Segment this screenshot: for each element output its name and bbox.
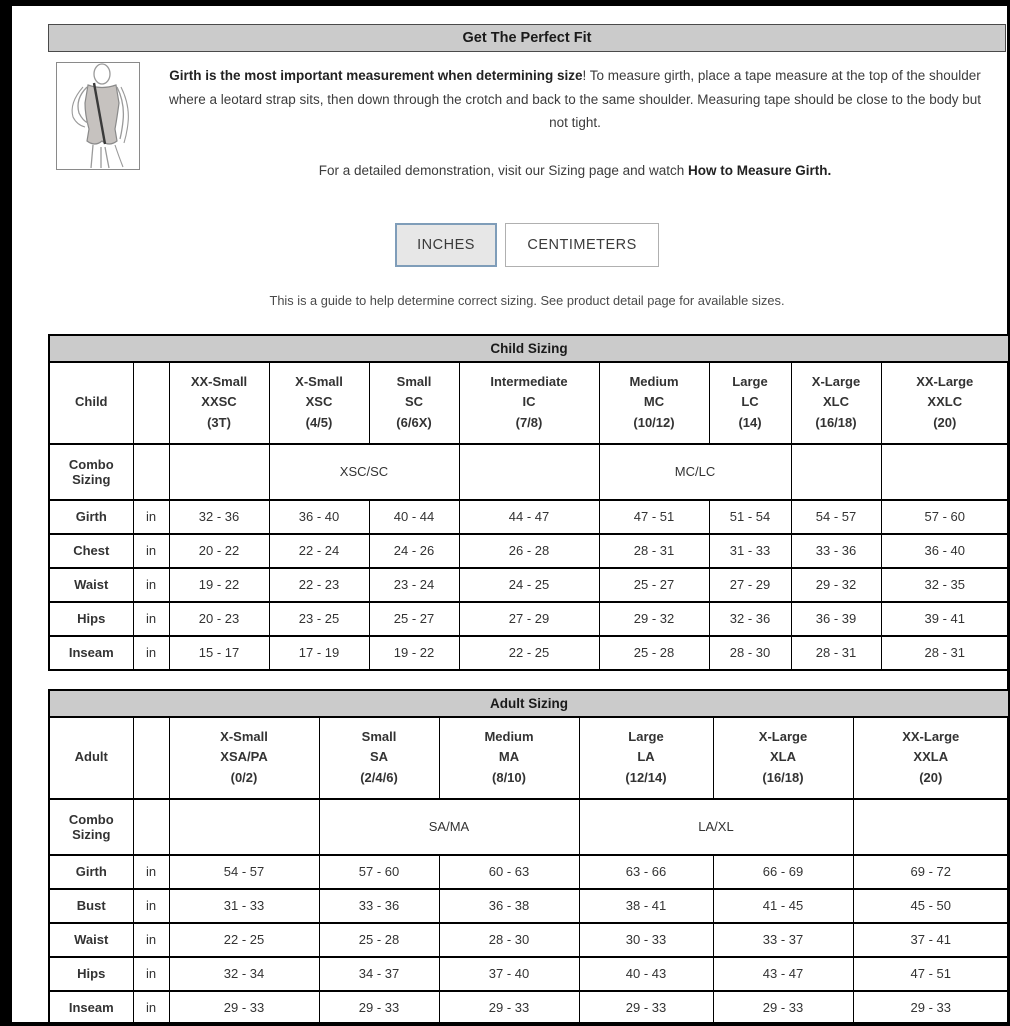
size-column-header-line: XXLA — [913, 749, 949, 765]
size-column-header-line: (7/8) — [515, 414, 543, 430]
measurement-value: 20 - 22 — [169, 534, 269, 568]
combo-sizing-cell — [169, 799, 319, 855]
page — [12, 6, 1007, 1022]
measurement-unit: in — [133, 534, 169, 568]
combo-sizing-cell — [791, 444, 881, 500]
size-column-header-line: XXSC — [201, 394, 237, 410]
combo-sizing-cell: MC/LC — [599, 444, 791, 500]
size-column-header-line: (10/12) — [633, 414, 675, 430]
combo-sizing-label: Combo Sizing — [49, 799, 133, 855]
size-column-header — [169, 717, 319, 799]
measurement-value: 31 - 33 — [169, 889, 319, 923]
measurement-label: Girth — [49, 855, 133, 889]
size-column-header-line: (20) — [919, 769, 943, 785]
unit-header — [133, 717, 169, 799]
measurement-value: 51 - 54 — [709, 500, 791, 534]
measurement-value: 38 - 41 — [579, 889, 713, 923]
measurement-value: 69 - 72 — [853, 855, 1009, 889]
measurement-value: 34 - 37 — [319, 957, 439, 991]
table-title: Adult Sizing — [49, 690, 1009, 717]
unit-toggle — [48, 223, 1006, 267]
size-column-header-line: Medium — [484, 729, 534, 745]
measurement-value: 25 - 27 — [599, 568, 709, 602]
measurement-value: 31 - 33 — [709, 534, 791, 568]
measurement-unit: in — [133, 636, 169, 670]
leotard-figure-image — [56, 62, 140, 170]
measurement-value: 22 - 23 — [269, 568, 369, 602]
measurement-value: 23 - 24 — [369, 568, 459, 602]
size-column-header — [853, 717, 1009, 799]
size-column-header-line: X-Small — [295, 374, 343, 390]
size-column-header-line: IC — [522, 394, 536, 410]
measurement-value: 32 - 34 — [169, 957, 319, 991]
measurement-unit: in — [133, 500, 169, 534]
table-title: Child Sizing — [49, 335, 1009, 362]
measurement-value: 22 - 25 — [459, 636, 599, 670]
size-column-header-line: XSC — [305, 394, 333, 410]
size-column-header-line: (8/10) — [492, 769, 526, 785]
measurement-value: 39 - 41 — [881, 602, 1009, 636]
size-column-header-line: Large — [628, 729, 664, 745]
combo-unit-cell — [133, 799, 169, 855]
measurement-value: 23 - 25 — [269, 602, 369, 636]
measurement-unit: in — [133, 923, 169, 957]
size-column-header-line: XSA/PA — [220, 749, 268, 765]
measurement-value: 47 - 51 — [853, 957, 1009, 991]
size-column-header-line: (16/18) — [762, 769, 804, 785]
measurement-row — [49, 855, 1009, 889]
measurement-value: 19 - 22 — [169, 568, 269, 602]
measurement-value: 22 - 25 — [169, 923, 319, 957]
size-column-header-line: (4/5) — [305, 414, 333, 430]
measurement-value: 60 - 63 — [439, 855, 579, 889]
size-column-header — [319, 717, 439, 799]
size-column-header-line: X-Large — [758, 729, 808, 745]
measurement-value: 57 - 60 — [319, 855, 439, 889]
size-column-header-line: XXLC — [927, 394, 963, 410]
size-column-header-line: Medium — [629, 374, 679, 390]
measurement-value: 26 - 28 — [459, 534, 599, 568]
measurement-value: 43 - 47 — [713, 957, 853, 991]
measurement-value: 37 - 40 — [439, 957, 579, 991]
measurement-label: Bust — [49, 889, 133, 923]
combo-sizing-cell — [169, 444, 269, 500]
size-column-header-line: X-Small — [220, 729, 268, 745]
combo-unit-cell — [133, 444, 169, 500]
size-column-header-line: XLC — [823, 394, 849, 410]
measurement-value: 66 - 69 — [713, 855, 853, 889]
measurement-value: 32 - 36 — [169, 500, 269, 534]
child-sizing-table — [48, 334, 1010, 671]
measurement-value: 29 - 33 — [439, 991, 579, 1025]
measurement-label: Waist — [49, 923, 133, 957]
size-column-header — [881, 362, 1009, 444]
size-column-header-line: SA — [369, 749, 389, 765]
size-column-header — [791, 362, 881, 444]
size-column-header-line: Intermediate — [490, 374, 568, 390]
measurement-value: 36 - 40 — [881, 534, 1009, 568]
measurement-unit: in — [133, 602, 169, 636]
measurement-value: 54 - 57 — [169, 855, 319, 889]
measurement-value: 28 - 31 — [599, 534, 709, 568]
measurement-label: Girth — [49, 500, 133, 534]
combo-sizing-cell: LA/XL — [579, 799, 853, 855]
combo-sizing-cell — [881, 444, 1009, 500]
page-title: Get The Perfect Fit — [48, 24, 1006, 52]
size-column-header-line: LA — [637, 749, 655, 765]
group-label: Child — [49, 362, 133, 444]
measurement-row — [49, 991, 1009, 1025]
measurement-value: 33 - 37 — [713, 923, 853, 957]
measurement-value: 25 - 28 — [319, 923, 439, 957]
combo-sizing-cell: XSC/SC — [269, 444, 459, 500]
measurement-row — [49, 889, 1009, 923]
measurement-label: Inseam — [49, 636, 133, 670]
combo-sizing-cell — [853, 799, 1009, 855]
measurement-value: 28 - 30 — [709, 636, 791, 670]
measurement-value: 40 - 44 — [369, 500, 459, 534]
measurement-row — [49, 534, 1009, 568]
size-column-header-line: Small — [361, 729, 397, 745]
measurement-value: 25 - 28 — [599, 636, 709, 670]
measurement-value: 15 - 17 — [169, 636, 269, 670]
measurement-value: 17 - 19 — [269, 636, 369, 670]
size-column-header-line: MC — [643, 394, 665, 410]
combo-sizing-label: Combo Sizing — [49, 444, 133, 500]
sizing-guide-note: This is a guide to help determine correct sizing. See product detail page for available sizes. — [269, 292, 785, 308]
size-column-header-line: (12/14) — [625, 769, 667, 785]
measurement-row — [49, 500, 1009, 534]
size-column-header — [169, 362, 269, 444]
size-column-header-line: (6/6X) — [396, 414, 432, 430]
measurement-value: 29 - 33 — [579, 991, 713, 1025]
measurement-row — [49, 957, 1009, 991]
measurement-value: 28 - 31 — [791, 636, 881, 670]
centimeters-button[interactable]: CENTIMETERS — [505, 223, 658, 267]
measurement-value: 54 - 57 — [791, 500, 881, 534]
size-column-header-line: SC — [404, 394, 424, 410]
measurement-value: 29 - 33 — [713, 991, 853, 1025]
measurement-value: 33 - 36 — [319, 889, 439, 923]
measurement-value: 45 - 50 — [853, 889, 1009, 923]
measurement-value: 22 - 24 — [269, 534, 369, 568]
size-column-header — [459, 362, 599, 444]
size-column-header — [709, 362, 791, 444]
measurement-label: Chest — [49, 534, 133, 568]
size-column-header-line: XX-Small — [190, 374, 248, 390]
size-column-header — [599, 362, 709, 444]
measurement-value: 28 - 31 — [881, 636, 1009, 670]
size-column-header-line: Small — [396, 374, 432, 390]
measurement-label: Inseam — [49, 991, 133, 1025]
measurement-value: 63 - 66 — [579, 855, 713, 889]
measurement-value: 32 - 36 — [709, 602, 791, 636]
measurement-value: 24 - 26 — [369, 534, 459, 568]
measurement-label: Waist — [49, 568, 133, 602]
measurement-unit: in — [133, 855, 169, 889]
inches-button[interactable]: INCHES — [395, 223, 497, 267]
measurement-value: 29 - 32 — [599, 602, 709, 636]
measurement-value: 27 - 29 — [459, 602, 599, 636]
size-column-header — [369, 362, 459, 444]
demo-line: For a detailed demonstration, visit our Sizing page and watch How to Measure Girth. — [318, 162, 832, 178]
measurement-value: 36 - 40 — [269, 500, 369, 534]
measurement-value: 41 - 45 — [713, 889, 853, 923]
child-sizing-table-container — [48, 334, 1006, 671]
size-column-header-line: MA — [498, 749, 520, 765]
measurement-value: 20 - 23 — [169, 602, 269, 636]
adult-sizing-table — [48, 689, 1010, 1026]
measurement-label: Hips — [49, 602, 133, 636]
measurement-value: 19 - 22 — [369, 636, 459, 670]
size-column-header — [439, 717, 579, 799]
girth-instructions — [140, 62, 1006, 183]
size-column-header-line: (2/4/6) — [360, 769, 398, 785]
measurement-value: 30 - 33 — [579, 923, 713, 957]
measurement-unit: in — [133, 568, 169, 602]
size-column-header-line: (16/18) — [815, 414, 857, 430]
size-column-header-line: (3T) — [207, 414, 231, 430]
measurement-row — [49, 636, 1009, 670]
size-column-header-line: (20) — [933, 414, 957, 430]
measurement-value: 36 - 38 — [439, 889, 579, 923]
measurement-value: 29 - 33 — [169, 991, 319, 1025]
measurement-row — [49, 923, 1009, 957]
measurement-value: 33 - 36 — [791, 534, 881, 568]
girth-measurement-illustration — [57, 63, 139, 169]
measurement-value: 32 - 35 — [881, 568, 1009, 602]
size-column-header-line: XLA — [770, 749, 796, 765]
combo-sizing-cell: SA/MA — [319, 799, 579, 855]
size-column-header — [269, 362, 369, 444]
unit-header — [133, 362, 169, 444]
measurement-row — [49, 602, 1009, 636]
size-column-header-line: (0/2) — [230, 769, 258, 785]
measurement-row — [49, 568, 1009, 602]
size-column-header — [713, 717, 853, 799]
measurement-label: Hips — [49, 957, 133, 991]
measurement-value: 47 - 51 — [599, 500, 709, 534]
size-column-header-line: Large — [732, 374, 768, 390]
measurement-value: 36 - 39 — [791, 602, 881, 636]
combo-sizing-cell — [459, 444, 599, 500]
measurement-unit: in — [133, 957, 169, 991]
measurement-value: 29 - 33 — [319, 991, 439, 1025]
intro-section — [48, 62, 1006, 183]
size-column-header-line: (14) — [738, 414, 762, 430]
size-column-header-line: LC — [741, 394, 759, 410]
measurement-value: 40 - 43 — [579, 957, 713, 991]
measurement-value: 37 - 41 — [853, 923, 1009, 957]
measurement-value: 57 - 60 — [881, 500, 1009, 534]
girth-paragraph: Girth is the most important measurement when determining size! To measure girth, place a tape measure at the top of the shoulder where a leotard strap sits, then down through the crotch and back to the same shoulder. Measuring tape should be close to the body but not tight. — [168, 68, 981, 131]
size-column-header — [579, 717, 713, 799]
measurement-value: 28 - 30 — [439, 923, 579, 957]
measurement-unit: in — [133, 889, 169, 923]
adult-sizing-table-container — [48, 689, 1006, 1026]
measurement-value: 27 - 29 — [709, 568, 791, 602]
size-column-header-line: X-Large — [811, 374, 861, 390]
measurement-value: 44 - 47 — [459, 500, 599, 534]
size-column-header-line: XX-Large — [916, 374, 974, 390]
group-label: Adult — [49, 717, 133, 799]
measurement-value: 29 - 32 — [791, 568, 881, 602]
measurement-value: 29 - 33 — [853, 991, 1009, 1025]
size-column-header-line: XX-Large — [902, 729, 960, 745]
measurement-unit: in — [133, 991, 169, 1025]
measurement-value: 24 - 25 — [459, 568, 599, 602]
measurement-value: 25 - 27 — [369, 602, 459, 636]
